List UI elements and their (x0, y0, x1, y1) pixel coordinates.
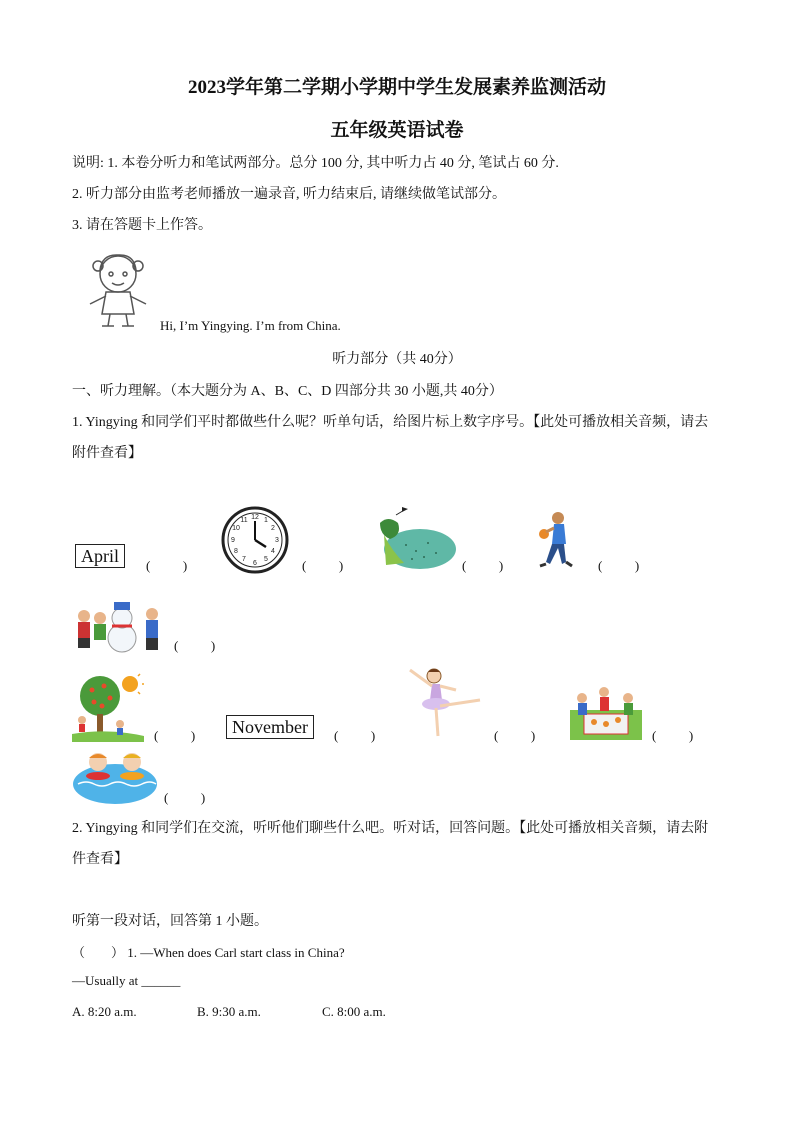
svg-text:3: 3 (275, 537, 279, 544)
answer-blank[interactable]: ( ) (652, 728, 694, 743)
dialogue-intro: 听第一段对话，回答第 1 小题。 (72, 914, 268, 929)
svg-text:6: 6 (253, 560, 257, 567)
instruction-2: 2. 听力部分由监考老师播放一遍录音, 听力结束后, 请继续做笔试部分。 (72, 187, 506, 202)
svg-text:10: 10 (232, 525, 240, 532)
svg-text:7: 7 (242, 556, 246, 563)
answer-blank[interactable]: ( ) (164, 790, 206, 805)
answer-blank[interactable]: （ ） (72, 945, 125, 960)
answer-line: —Usually at ______ (72, 973, 181, 988)
exam-title: 2023学年第二学期小学期中学生发展素养监测活动 (187, 77, 606, 98)
question-1-text: 1. —When does Carl start class in China? (127, 945, 345, 960)
ballet-dancer-icon (406, 664, 484, 740)
picnic-family-icon (570, 684, 642, 740)
answer-blank[interactable]: ( ) (462, 558, 504, 573)
clock-icon (220, 505, 290, 575)
svg-text:2: 2 (271, 525, 275, 532)
answer-blank[interactable]: ( ) (598, 558, 640, 573)
svg-text:12: 12 (251, 514, 259, 521)
option-c[interactable]: C. 8:00 a.m. (322, 1004, 386, 1019)
section-title: 听力部分（共 40分） (332, 352, 462, 367)
basketball-player-icon (536, 510, 576, 572)
swimming-kids-icon (72, 746, 158, 806)
svg-text:9: 9 (231, 537, 235, 544)
november-label: November (226, 715, 314, 739)
svg-text:1: 1 (264, 517, 268, 524)
answer-blank[interactable]: ( ) (154, 728, 196, 743)
april-label: April (75, 544, 125, 568)
fruit-tree-icon (72, 672, 144, 742)
exam-subtitle: 五年级英语试卷 (330, 120, 464, 141)
girl-cartoon-icon (80, 250, 156, 330)
question-1 (72, 942, 345, 961)
part-one-heading: 一、听力理解。（本大题分为 A、B、C、D 四部分共 30 小题,共 40分） (72, 384, 503, 399)
q2-text-line1: 2. Yingying 和同学们在交流，听听他们聊些什么吧。听对话，回答问题。【此处可播放相关音频，请去附 (72, 821, 709, 836)
svg-text:11: 11 (240, 517, 248, 524)
intro-caption: Hi, I’m Yingying. I’m from China. (160, 318, 341, 333)
instruction-3: 3. 请在答题卡上作答。 (72, 218, 212, 233)
svg-text:4: 4 (271, 548, 275, 555)
answer-blank[interactable]: ( ) (174, 638, 216, 653)
option-a[interactable]: A. 8:20 a.m. (72, 1004, 137, 1019)
q1-text-line1: 1. Yingying 和同学们平时都做些什么呢？听单句话，给图片标上数字序号。【此处可播放相关音频，请去 (72, 415, 709, 430)
kite-landscape-icon (376, 505, 456, 575)
q1-text-line2: 附件查看】 (72, 446, 142, 461)
svg-text:8: 8 (234, 548, 238, 555)
answer-blank[interactable]: ( ) (494, 728, 536, 743)
option-b[interactable]: B. 9:30 a.m. (197, 1004, 261, 1019)
svg-text:5: 5 (264, 556, 268, 563)
snowman-kids-icon (72, 598, 164, 654)
answer-blank[interactable]: ( ) (334, 728, 376, 743)
q2-text-line2: 件查看】 (72, 852, 128, 867)
instruction-1: 说明: 1. 本卷分听力和笔试两部分。总分 100 分, 其中听力占 40 分, 笔试占 60 分. (72, 156, 559, 171)
answer-blank[interactable]: ( ) (302, 558, 344, 573)
answer-blank[interactable]: ( ) (146, 558, 188, 573)
